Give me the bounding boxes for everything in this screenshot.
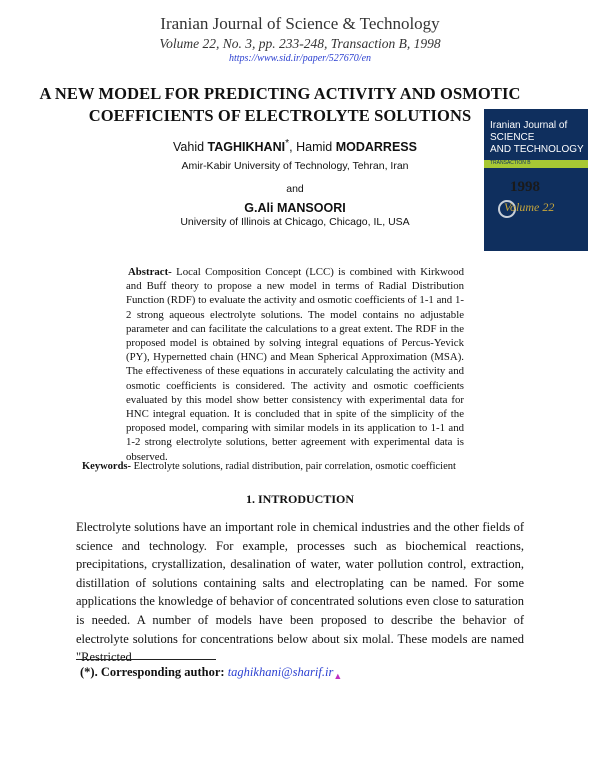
cover-band	[484, 160, 588, 168]
cover-journal-name	[490, 120, 584, 156]
author2-last: MODARRESS	[335, 140, 417, 155]
cover-volume: Volume 22	[504, 200, 555, 214]
footnote-label: (*). Corresponding author:	[80, 665, 225, 679]
section-heading: 1. INTRODUCTION	[245, 492, 354, 506]
affiliation-2: University of Illinois at Chicago, Chicago, IL, USA	[180, 216, 410, 228]
paper-title: A NEW MODEL FOR PREDICTING ACTIVITY AND OSMOTIC COEFFICIENTS OF ELECTROLYTE SOLUTIONS	[39, 84, 521, 125]
cover-band-text: TRANSACTION B	[490, 160, 531, 166]
journal-url-link[interactable]: https://www.sid.ir/paper/527670/en	[228, 53, 372, 64]
footnote	[80, 665, 342, 681]
footnote-divider	[76, 659, 216, 660]
author3-name: G.Ali MANSOORI	[244, 201, 346, 215]
journal-title: Iranian Journal of Science & Technology	[160, 14, 440, 33]
author-separator: ,	[289, 140, 293, 155]
keywords-text: Electrolyte solutions, radial distribution, pair correlation, osmotic coefficient	[133, 461, 456, 472]
affiliation-1: Amir-Kabir University of Technology, Tehran, Iran	[181, 160, 409, 172]
cover-year: 1998	[510, 179, 540, 195]
abstract	[126, 265, 464, 464]
keywords-label: Keywords-	[82, 461, 131, 472]
introduction-paragraph: Electrolyte solutions have an important role in chemical industries and the other fields of science and technology. For example, processes such as biochemical reactions, precipitations, crystallization, desalination of water, water pollution control, extraction, distillation of solutions containing salts and electroplating can be named. For some applications the knowledge of behavior of concentrated solutions even close to saturation is needed. A number of models have been proposed to describe the behavior of electrolyte solutions for concentrations below about six molal. These models are named "Restricted	[76, 520, 524, 665]
and-text: and	[286, 183, 304, 195]
abstract-label: Abstract-	[128, 266, 172, 278]
text-cursor-icon: ▲	[333, 671, 343, 681]
keywords	[82, 461, 522, 472]
abstract-text: Local Composition Concept (LCC) is combined with Kirkwood and Buff theory to propose a new model in terms of Radial Distribution Function (RDF) to evaluate the activity and osmotic coefficients of 1-1 and 1-2 strong aqueous electrolyte solutions. The model contains no adjustable parameter and can facilitate the calculations to a great extent. The RDF in the proposed model is obtained by solving integral equations of Percus-Yevick (PY), Hypernetted chain (HNC) and Mean Spherical Approximation (MSA). The effectiveness of these equations in accurately calculating the activity and osmotic coefficients is considered. The activity and osmotic coefficients evaluated by this model show better consistency with experimental data for HNC integral equation. It is concluded that in spite of the simplicity of the proposed model, comparing with similar models in its application to 1-1 and 1-2 strong electrolyte solutions, better agreement with experimental data is observed.	[126, 266, 464, 463]
cover-line-1: Iranian Journal of	[490, 120, 568, 131]
author2-first: Hamid	[296, 140, 333, 155]
author-email-link[interactable]: taghikhani@sharif.ir	[227, 665, 334, 679]
journal-cover-image	[484, 109, 588, 251]
journal-issue: Volume 22, No. 3, pp. 233-248, Transaction B, 1998	[159, 36, 441, 51]
author1-mark: *	[285, 138, 290, 149]
authors-line	[160, 138, 430, 154]
cover-line-3: AND TECHNOLOGY	[490, 144, 584, 155]
author1-first: Vahid	[173, 140, 205, 155]
author1-last: TAGHIKHANI	[207, 140, 286, 155]
cover-line-2: SCIENCE	[490, 132, 535, 143]
